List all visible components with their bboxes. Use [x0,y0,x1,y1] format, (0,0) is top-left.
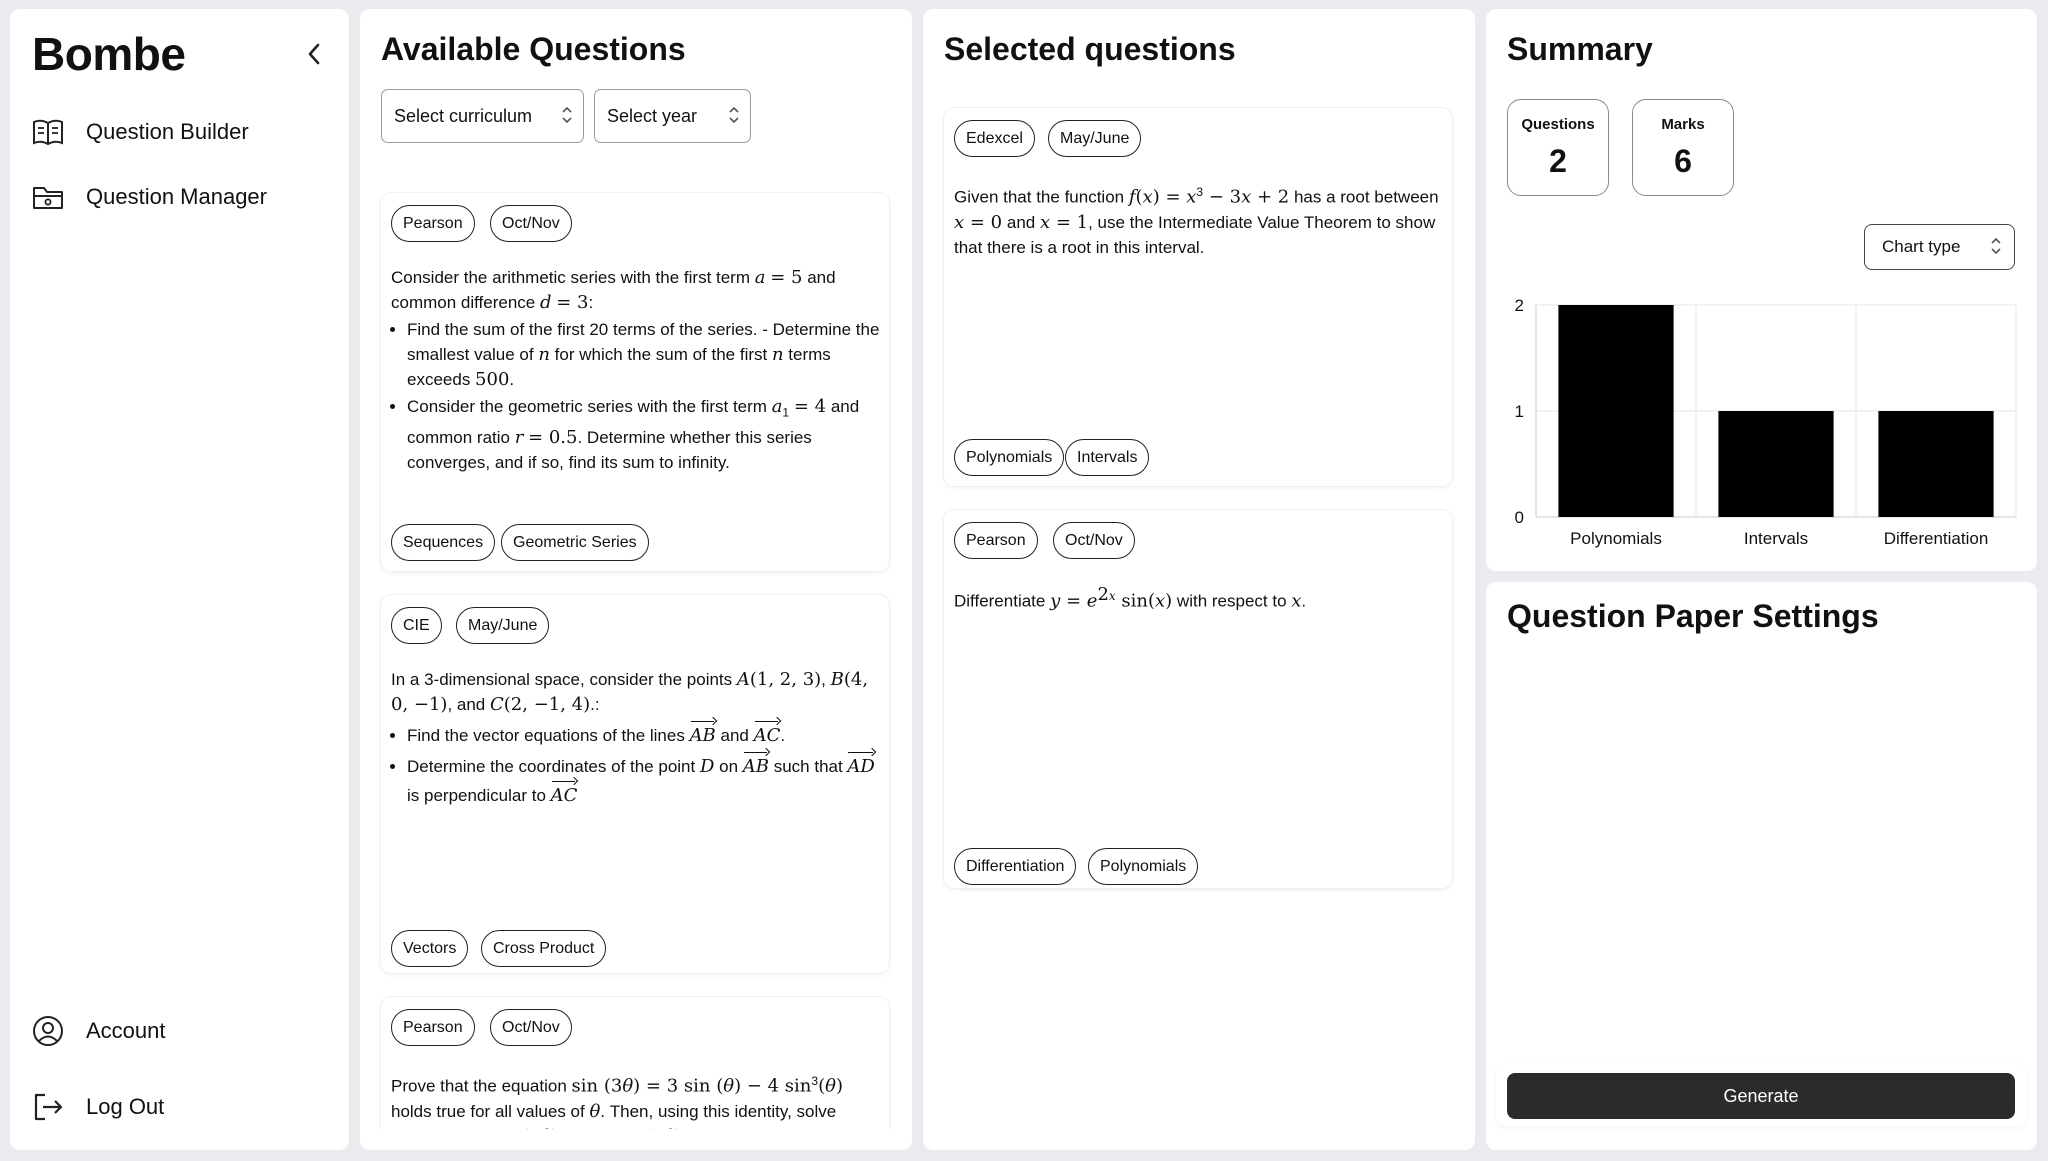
nav-question-manager[interactable] [32,181,267,213]
folder-icon [32,181,64,213]
select-label: Select year [607,105,698,126]
panel-title: Selected questions [944,31,1236,67]
nav-label: Question Manager [86,184,267,209]
chevron-up-down-icon [561,104,573,126]
x-tick-label: Intervals [1743,529,1809,548]
tag-chip: Polynomials [954,439,1064,476]
bar-differentiation [1878,411,1993,517]
tag-chip: Vectors [391,930,468,967]
stat-value: 2 [1549,143,1567,179]
question-card[interactable] [381,997,889,1150]
question-card[interactable] [381,193,889,571]
board-chip: Edexcel [954,120,1035,157]
panel-bottom-mask [360,1129,912,1150]
question-paper-settings-panel [1486,582,2037,1150]
session-chip: Oct/Nov [490,205,572,242]
nav-account[interactable] [32,1015,166,1047]
select-label: Select curriculum [394,105,533,126]
question-text: In a 3-dimensional space, consider the points A(1, 2, 3), B(4, 0, −1), and C(2, −1, 4).: • Find the vector equations of the lines AB and AC. • Determine the coordinates of the point D on AB such that AD is perpendicular to AC [391,667,881,810]
nav-label: Question Builder [86,119,249,144]
tag-chip: Cross Product [481,930,606,967]
user-circle-icon [32,1015,64,1047]
summary-panel [1486,9,2037,571]
sidebar [10,9,349,1150]
x-tick-label: Differentiation [1883,529,1989,548]
board-chip: Pearson [391,205,475,242]
x-tick-label: Polynomials [1570,529,1662,548]
selected-question-card[interactable] [944,108,1452,486]
question-text: Given that the function $f(x) = x^3 - 3x + 2$ has a root between x = 0 and x = 1, use the Intermediate Value Theorem to show that there is a root in this interval. [954,185,1439,257]
panel-title: Summary [1507,31,1653,67]
y-tick-label: 1 [1514,402,1524,421]
questions-stat [1507,99,1609,196]
logout-icon [32,1091,64,1123]
chevron-up-down-icon [728,104,740,126]
brand-logo: Bombe [32,28,186,80]
selected-question-card[interactable] [944,510,1452,888]
session-chip: Oct/Nov [1053,522,1135,559]
tag-chip: Sequences [391,524,495,561]
stat-value: 6 [1674,143,1692,179]
curriculum-select[interactable] [381,89,584,143]
session-chip: Oct/Nov [490,1009,572,1046]
open-book-icon [32,116,64,148]
session-chip: May/June [456,607,549,644]
marks-stat [1632,99,1734,196]
tag-chip: Geometric Series [501,524,649,561]
question-card[interactable] [381,595,889,973]
session-chip: May/June [1048,120,1141,157]
stat-label: Questions [1521,116,1595,133]
panel-title: Available Questions [381,31,686,67]
year-select[interactable] [594,89,751,143]
y-tick-label: 0 [1514,508,1524,527]
question-text: Consider the arithmetic series with the first term a = 5 and common difference d = 3: • Find the sum of the first 20 terms of the series. - Determine the smallest value of n for which the sum of the first n terms exceeds 500. • Consider the geometric series with the first term $a_1 = 4$ and common ratio r = 0.5. Determine whether this series converges, and if so, find its sum to infinity. [391,265,881,477]
tag-chip: Intervals [1065,439,1149,476]
nav-label: Account [86,1018,166,1043]
board-chip: Pearson [391,1009,475,1046]
stat-label: Marks [1661,116,1705,133]
selected-questions-panel [923,9,1475,1150]
nav-label: Log Out [86,1094,165,1119]
chevron-left-icon [306,42,322,66]
board-chip: Pearson [954,522,1038,559]
select-label: Chart type [1882,237,1961,256]
question-text: Differentiate $y = e^{2x}$ sin(x) with respect to x. [954,584,1307,612]
bar-chart [1486,279,2037,561]
generate-button[interactable]: Generate [1507,1073,2015,1119]
tag-chip: Differentiation [954,848,1076,885]
chevron-up-down-icon [1990,235,2002,257]
nav-log-out[interactable] [32,1091,164,1123]
question-text: Prove that the equation sin (3θ) = 3 sin (θ) − 4 $\sin^3(\theta)$ holds true for all values of θ. Then, using this identity, solve [391,1074,843,1122]
bar-polynomials [1558,305,1673,517]
tag-chip: Polynomials [1088,848,1198,885]
y-tick-label: 2 [1514,296,1524,315]
chart-type-select[interactable] [1864,224,2015,270]
panel-title: Question Paper Settings [1507,598,1879,634]
nav-question-builder[interactable] [32,116,249,148]
bar-intervals [1718,411,1833,517]
collapse-sidebar-button[interactable] [300,39,328,69]
available-questions-panel [360,9,912,1150]
board-chip: CIE [391,607,442,644]
